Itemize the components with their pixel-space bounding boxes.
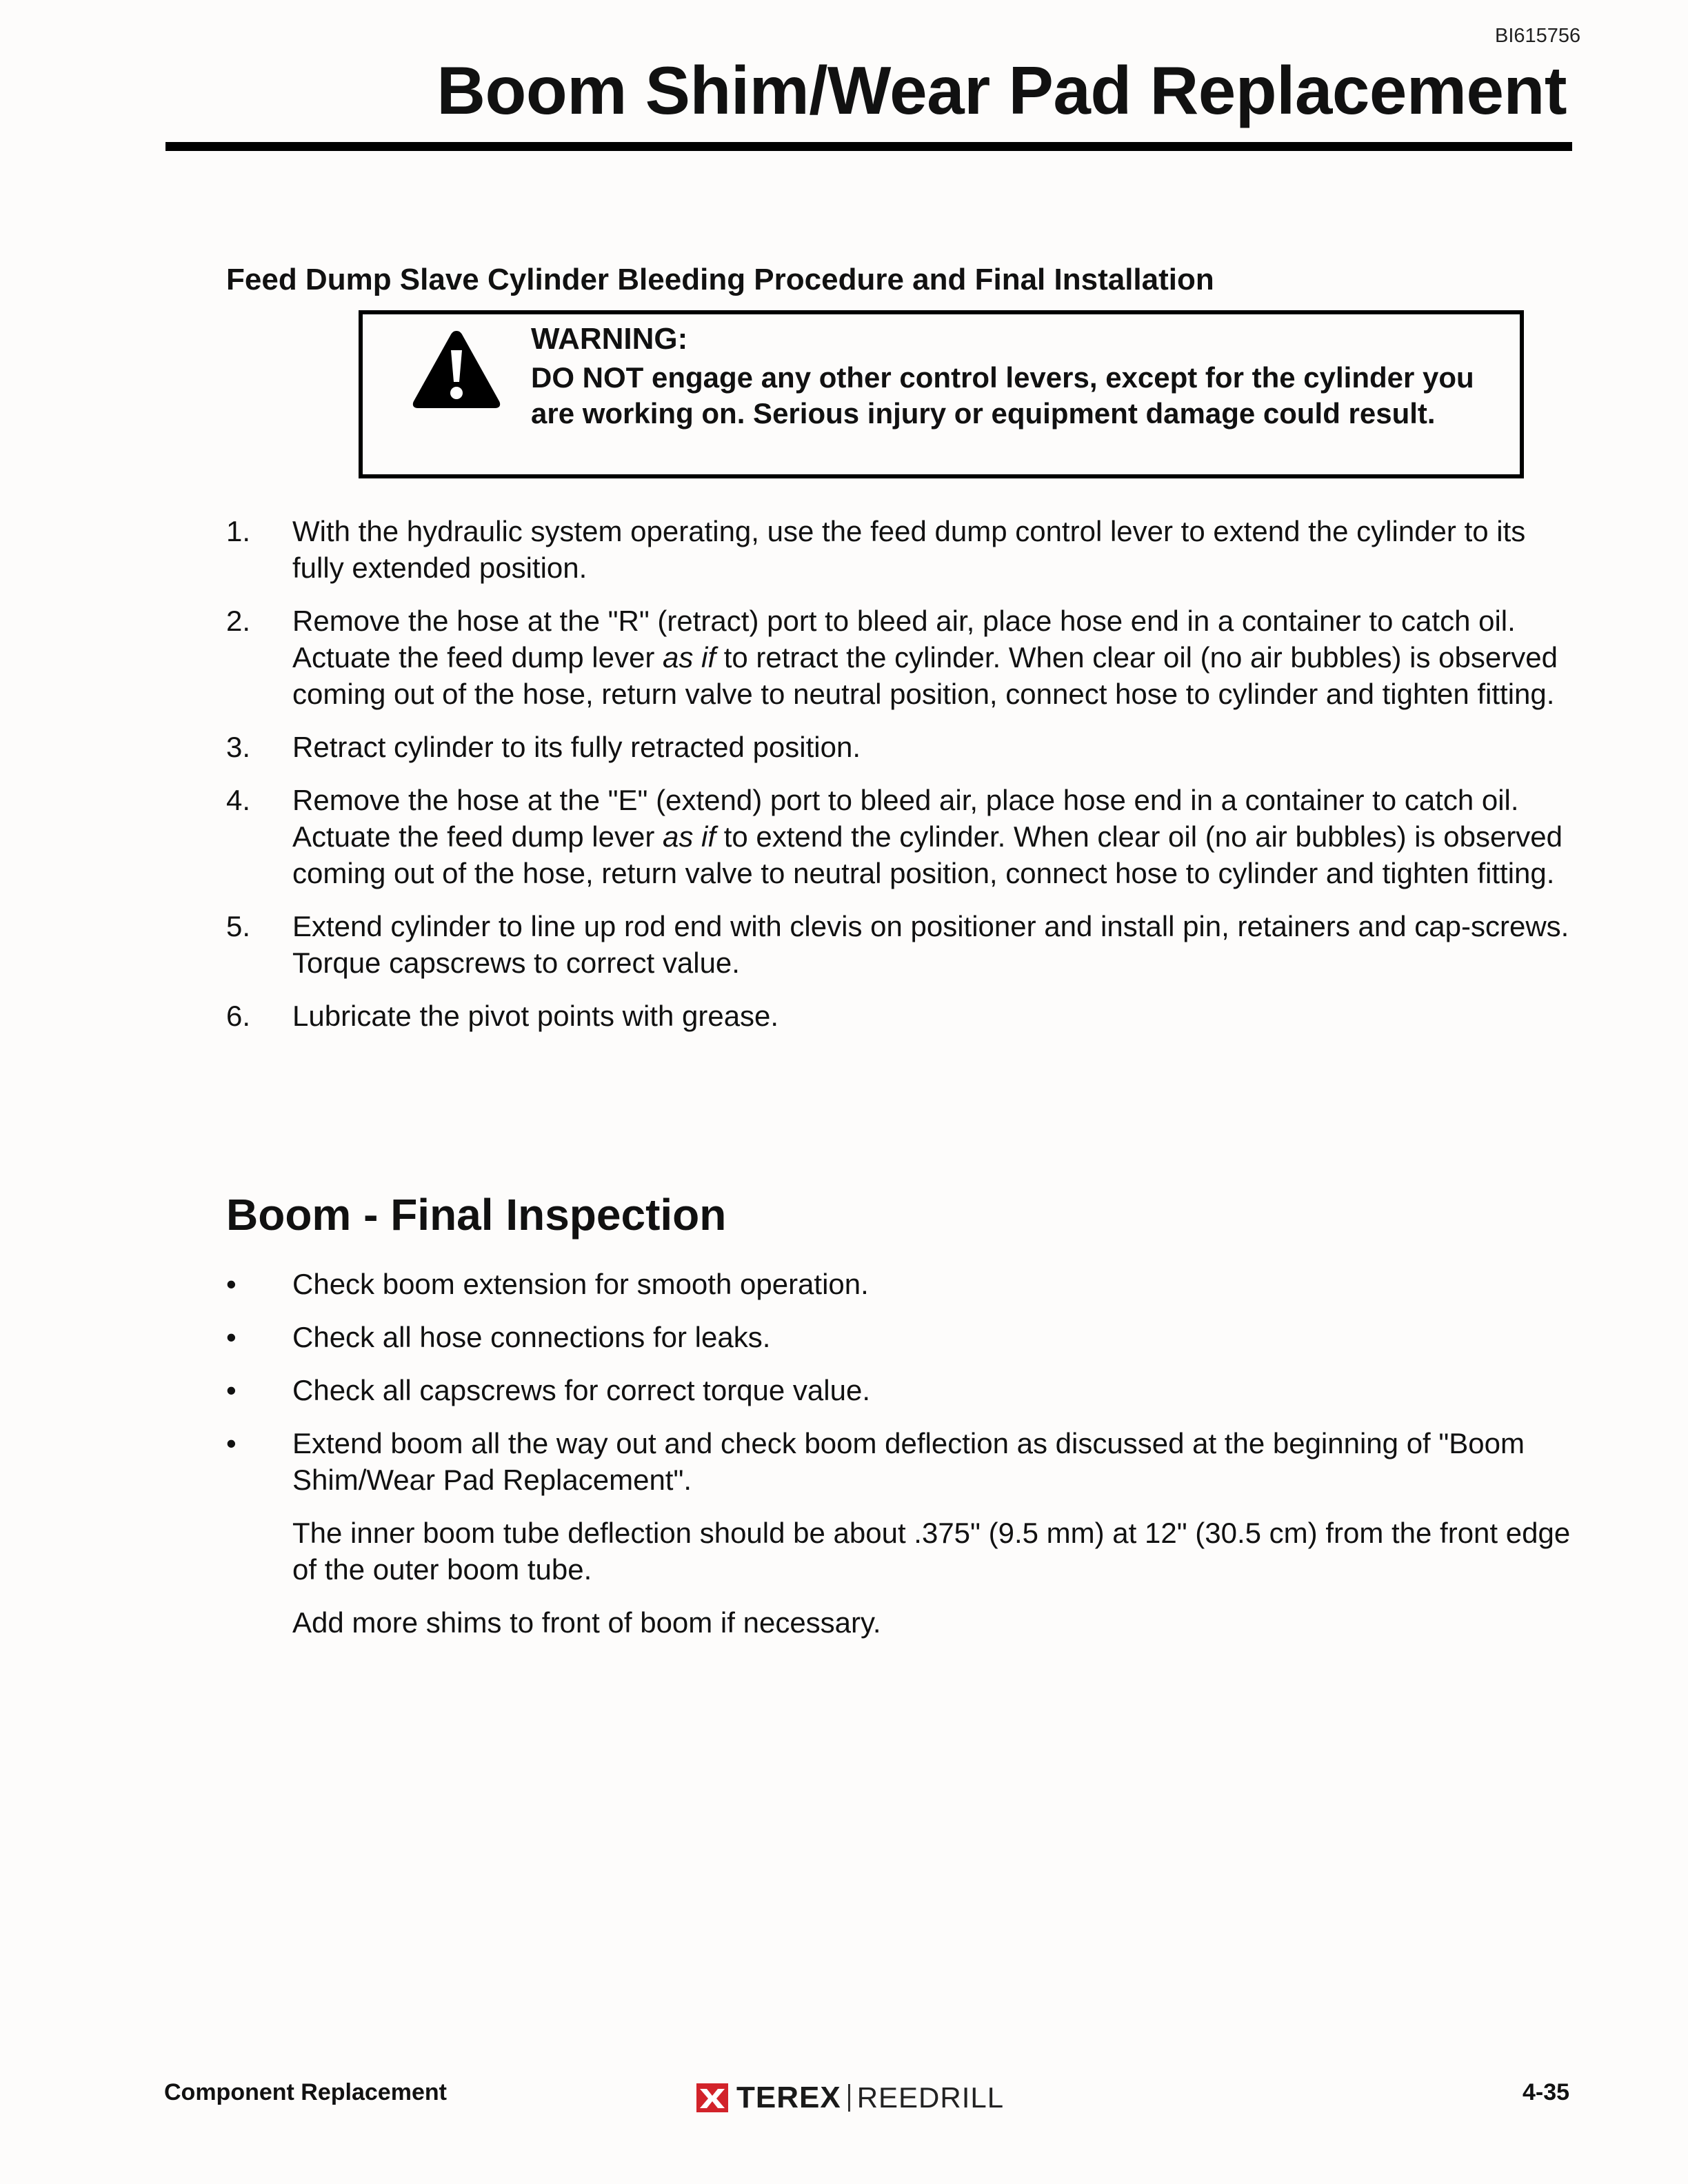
step-text xyxy=(292,908,1572,981)
step-text-part: Retract cylinder to its fully retracted position. xyxy=(292,731,861,763)
inspection-item-text: Check all capscrews for correct torque value. xyxy=(292,1374,871,1406)
step-text-part: to extend the cylinder. When clear oil (no air bubbles) is observed coming out of the hose, return valve to neutral position, connect hose to cylinder and tighten fitting. xyxy=(292,820,1563,889)
warning-box xyxy=(359,310,1524,478)
step-number: 1. xyxy=(226,515,251,547)
inspection-item xyxy=(226,1319,1572,1355)
step-text xyxy=(292,729,1572,765)
inspection-item-text: Check boom extension for smooth operation. xyxy=(292,1268,869,1300)
section-heading-inspection: Boom - Final Inspection xyxy=(226,1190,727,1240)
step-item xyxy=(226,782,1572,891)
inspection-bullets-list xyxy=(226,1266,1572,1657)
step-item xyxy=(226,998,1572,1034)
step-number: 6. xyxy=(226,1000,251,1032)
warning-triangle-icon xyxy=(411,328,502,411)
section-heading-bleeding: Feed Dump Slave Cylinder Bleeding Procedure and Final Installation xyxy=(226,263,1214,296)
step-text-part: to retract the cylinder. When clear oil (no air bubbles) is observed coming out of the hose, return valve to neutral position, connect hose to cylinder and tighten fitting. xyxy=(292,641,1558,710)
bleeding-steps-list xyxy=(226,513,1572,1051)
inspection-note: The inner boom tube deflection should be about .375" (9.5 mm) at 12" (30.5 cm) from the front edge of the outer boom tube. xyxy=(292,1517,1571,1586)
inspection-item xyxy=(226,1425,1572,1498)
logo-terex-text: TEREX xyxy=(736,2081,841,2114)
footer-logo xyxy=(696,2081,1004,2115)
logo-reedrill-text: REEDRILL xyxy=(856,2081,1005,2114)
inspection-note: Add more shims to front of boom if necessary. xyxy=(292,1606,881,1639)
step-text xyxy=(292,603,1572,712)
bullet-marker: • xyxy=(226,1321,237,1353)
page-number: 4-35 xyxy=(1523,2079,1570,2105)
step-item xyxy=(226,729,1572,765)
bullet-marker: • xyxy=(226,1374,237,1406)
step-text xyxy=(292,513,1572,586)
warning-text: DO NOT engage any other control levers, except for the cylinder you are working on. Serious injury or equipment damage could result. xyxy=(531,361,1474,429)
step-item xyxy=(226,908,1572,981)
step-item xyxy=(226,603,1572,712)
inspection-item xyxy=(226,1266,1572,1302)
step-item xyxy=(226,513,1572,586)
step-text-part: Remove the hose at the "R" (retract) port to bleed air, place hose end in a container to catch oil. Actuate the feed dump lever xyxy=(292,605,1516,674)
title-rule xyxy=(165,142,1572,151)
inspection-item-text: Extend boom all the way out and check boom deflection as discussed at the beginning of "Boom Shim/Wear Pad Replacement". xyxy=(292,1427,1525,1496)
step-number: 5. xyxy=(226,910,251,942)
doc-id: BI615756 xyxy=(1495,25,1581,47)
step-text xyxy=(292,998,1572,1034)
inspection-item xyxy=(226,1372,1572,1408)
step-text-part: With the hydraulic system operating, use the feed dump control lever to extend the cylinder to its fully extended position. xyxy=(292,515,1526,584)
inspection-item-text: Check all hose connections for leaks. xyxy=(292,1321,771,1353)
step-text-part: Lubricate the pivot points with grease. xyxy=(292,1000,779,1032)
bullet-marker: • xyxy=(226,1268,237,1300)
step-text-emphasis: as if xyxy=(663,820,716,853)
page-title: Boom Shim/Wear Pad Replacement xyxy=(436,52,1567,128)
warning-title: WARNING: xyxy=(531,322,688,356)
footer-section-label: Component Replacement xyxy=(164,2079,447,2105)
logo-separator xyxy=(848,2084,850,2112)
step-number: 4. xyxy=(226,784,251,816)
bullet-marker: • xyxy=(226,1427,237,1459)
step-number: 2. xyxy=(226,605,251,637)
step-number: 3. xyxy=(226,731,251,763)
terex-logo-icon xyxy=(696,2083,728,2112)
step-text xyxy=(292,782,1572,891)
step-text-part: Extend cylinder to line up rod end with clevis on positioner and install pin, retainers and cap-screws. Torque capscrews to correct value. xyxy=(292,910,1569,979)
step-text-part: Remove the hose at the "E" (extend) port to bleed air, place hose end in a container to catch oil. Actuate the feed dump lever xyxy=(292,784,1519,853)
step-text-emphasis: as if xyxy=(663,641,716,674)
